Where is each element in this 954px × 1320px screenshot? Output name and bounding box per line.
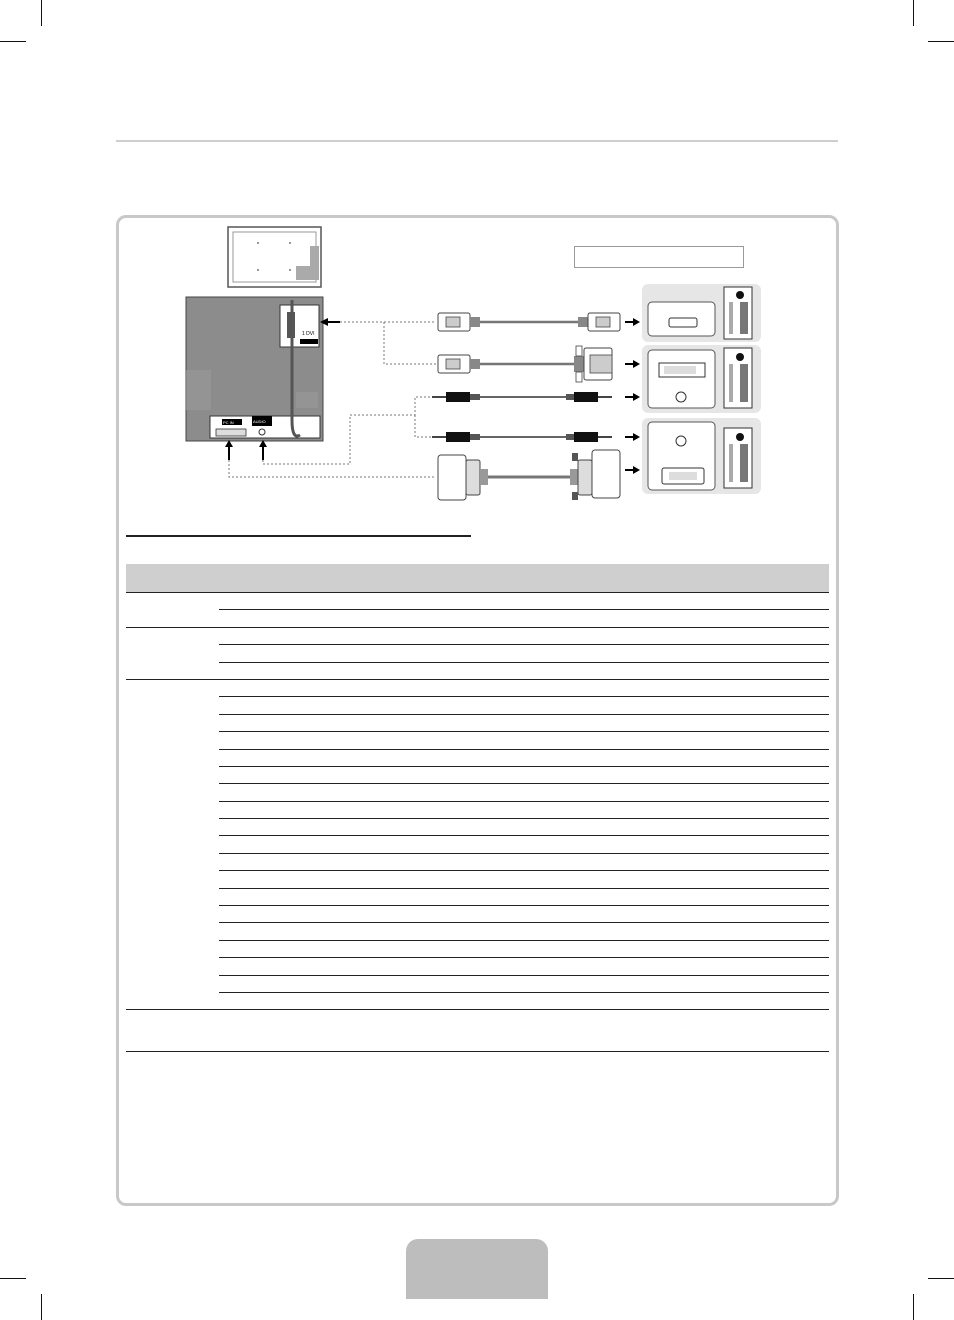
table-cell — [719, 610, 829, 627]
table-cell — [304, 749, 443, 766]
table-cell — [219, 627, 304, 644]
pc-dsub-device — [642, 418, 761, 494]
tv-back-panel — [186, 297, 323, 441]
crop-mark — [0, 1278, 26, 1279]
table-cell — [219, 610, 304, 627]
table-row — [126, 766, 829, 783]
table-cell — [719, 732, 829, 749]
table-cell — [572, 697, 719, 714]
audio-cable — [432, 392, 612, 402]
table-row — [126, 593, 829, 610]
table-cell — [443, 1010, 572, 1052]
table-cell — [219, 766, 304, 783]
tv-rear-thumbnail — [228, 227, 321, 287]
table-cell — [219, 958, 304, 975]
table-cell — [719, 940, 829, 957]
table-cell — [304, 1010, 443, 1052]
table-row — [126, 853, 829, 870]
table-cell — [572, 749, 719, 766]
audio-in-label: AUDIO — [253, 419, 266, 424]
pc-dvi-device — [642, 345, 761, 413]
table-cell — [572, 992, 719, 1009]
mode-cell — [126, 679, 219, 1009]
table-row — [126, 679, 829, 696]
table-cell — [304, 836, 443, 853]
table-cell — [219, 975, 304, 992]
table-cell — [304, 697, 443, 714]
table-row — [126, 1010, 829, 1052]
table-cell — [443, 975, 572, 992]
table-cell — [719, 801, 829, 818]
table-cell — [719, 888, 829, 905]
table-cell — [304, 784, 443, 801]
table-cell — [572, 819, 719, 836]
table-row — [126, 871, 829, 888]
table-cell — [304, 923, 443, 940]
table-cell — [572, 923, 719, 940]
display-modes-table — [126, 564, 829, 1052]
table-title-underline — [126, 535, 471, 537]
table-cell — [719, 992, 829, 1009]
table-cell — [219, 871, 304, 888]
table-cell — [304, 992, 443, 1009]
table-cell — [572, 714, 719, 731]
table-cell — [719, 906, 829, 923]
table-cell — [443, 923, 572, 940]
table-cell — [572, 906, 719, 923]
table-cell — [219, 679, 304, 696]
col-header-pixel-clock — [572, 564, 719, 593]
table-cell — [443, 836, 572, 853]
table-cell — [304, 940, 443, 957]
table-row — [126, 923, 829, 940]
table-cell — [304, 853, 443, 870]
table-cell — [219, 662, 304, 679]
table-cell — [572, 836, 719, 853]
table-row — [126, 697, 829, 714]
diagram-caption-box — [574, 246, 744, 268]
table-cell — [719, 836, 829, 853]
table-cell — [304, 801, 443, 818]
col-header-v-freq — [443, 564, 572, 593]
table-cell — [572, 940, 719, 957]
table-row — [126, 992, 829, 1009]
table-cell — [719, 679, 829, 696]
mode-cell — [126, 627, 219, 679]
table-cell — [443, 906, 572, 923]
table-cell — [443, 819, 572, 836]
table-cell — [219, 1010, 304, 1052]
table-row — [126, 784, 829, 801]
table-cell — [304, 627, 443, 644]
table-cell — [572, 888, 719, 905]
table-cell — [719, 662, 829, 679]
table-cell — [443, 645, 572, 662]
table-cell — [219, 714, 304, 731]
table-cell — [572, 958, 719, 975]
table-cell — [219, 923, 304, 940]
table-cell — [443, 732, 572, 749]
table-row — [126, 958, 829, 975]
table-cell — [304, 958, 443, 975]
table-cell — [219, 697, 304, 714]
table-cell — [572, 801, 719, 818]
table-cell — [443, 697, 572, 714]
mode-cell — [126, 593, 219, 628]
table-cell — [719, 784, 829, 801]
table-cell — [304, 610, 443, 627]
table-cell — [572, 662, 719, 679]
table-row — [126, 645, 829, 662]
table-cell — [304, 593, 443, 610]
table-cell — [719, 958, 829, 975]
table-cell — [719, 1010, 829, 1052]
pc-hdmi-device — [642, 284, 761, 342]
table-cell — [219, 749, 304, 766]
table-cell — [443, 679, 572, 696]
table-row — [126, 940, 829, 957]
table-cell — [219, 853, 304, 870]
table-cell — [572, 784, 719, 801]
table-cell — [304, 645, 443, 662]
table-cell — [219, 906, 304, 923]
table-cell — [304, 732, 443, 749]
table-cell — [572, 766, 719, 783]
table-row — [126, 975, 829, 992]
table-cell — [572, 732, 719, 749]
table-cell — [219, 645, 304, 662]
table-cell — [719, 975, 829, 992]
table-cell — [443, 958, 572, 975]
table-cell — [572, 1010, 719, 1052]
table-cell — [719, 853, 829, 870]
col-header-sync-polarity — [719, 564, 829, 593]
table-cell — [304, 975, 443, 992]
table-cell — [304, 819, 443, 836]
crop-mark — [928, 1278, 954, 1279]
table-cell — [719, 749, 829, 766]
table-cell — [443, 784, 572, 801]
table-cell — [443, 801, 572, 818]
page-number-tab — [406, 1239, 548, 1299]
table-cell — [443, 853, 572, 870]
table-cell — [572, 679, 719, 696]
table-header-row — [126, 564, 829, 593]
col-header-resolution — [219, 564, 304, 593]
table-row — [126, 836, 829, 853]
table-cell — [443, 662, 572, 679]
table-cell — [443, 871, 572, 888]
crop-mark — [41, 1294, 42, 1320]
dsub-cable — [438, 450, 620, 500]
connection-diagram — [0, 0, 954, 520]
audio-cable-2 — [432, 432, 612, 442]
output-arrows — [625, 318, 640, 474]
table-cell — [443, 766, 572, 783]
table-cell — [219, 992, 304, 1009]
hdmi-cable — [438, 313, 620, 331]
table-cell — [572, 853, 719, 870]
table-cell — [572, 871, 719, 888]
table-cell — [304, 906, 443, 923]
table-row — [126, 732, 829, 749]
table-cell — [304, 766, 443, 783]
table-row — [126, 906, 829, 923]
table-cell — [219, 801, 304, 818]
table-cell — [219, 819, 304, 836]
table-cell — [304, 679, 443, 696]
table-cell — [719, 819, 829, 836]
table-cell — [304, 662, 443, 679]
table-cell — [719, 871, 829, 888]
table-row — [126, 662, 829, 679]
table-row — [126, 749, 829, 766]
table-cell — [219, 784, 304, 801]
table-cell — [219, 836, 304, 853]
table-cell — [304, 871, 443, 888]
table-cell — [443, 940, 572, 957]
hdmi-port-label: 1 DVI — [302, 331, 315, 337]
hdmi-dvi-cable — [438, 346, 612, 382]
col-header-mode — [126, 564, 219, 593]
table-cell — [443, 714, 572, 731]
table-row — [126, 819, 829, 836]
table-cell — [572, 627, 719, 644]
table-cell — [443, 593, 572, 610]
crop-mark — [913, 1294, 914, 1320]
table-cell — [219, 593, 304, 610]
table-cell — [572, 975, 719, 992]
table-cell — [719, 645, 829, 662]
table-cell — [443, 627, 572, 644]
table-cell — [304, 888, 443, 905]
table-cell — [719, 697, 829, 714]
table-cell — [719, 714, 829, 731]
table-cell — [719, 627, 829, 644]
table-row — [126, 888, 829, 905]
table-cell — [219, 888, 304, 905]
table-cell — [443, 888, 572, 905]
table-cell — [219, 940, 304, 957]
table-row — [126, 610, 829, 627]
table-body — [126, 593, 829, 1052]
table-cell — [304, 714, 443, 731]
table-cell — [219, 732, 304, 749]
table-cell — [572, 593, 719, 610]
col-header-h-freq — [304, 564, 443, 593]
table-cell — [443, 992, 572, 1009]
table-cell — [443, 610, 572, 627]
table-row — [126, 627, 829, 644]
table-cell — [572, 645, 719, 662]
pc-in-label: PC IN — [223, 420, 234, 425]
table-row — [126, 801, 829, 818]
table-cell — [572, 610, 719, 627]
table-cell — [719, 766, 829, 783]
table-row — [126, 714, 829, 731]
table-cell — [719, 923, 829, 940]
table-cell — [443, 749, 572, 766]
mode-cell — [126, 1010, 219, 1052]
table-cell — [719, 593, 829, 610]
